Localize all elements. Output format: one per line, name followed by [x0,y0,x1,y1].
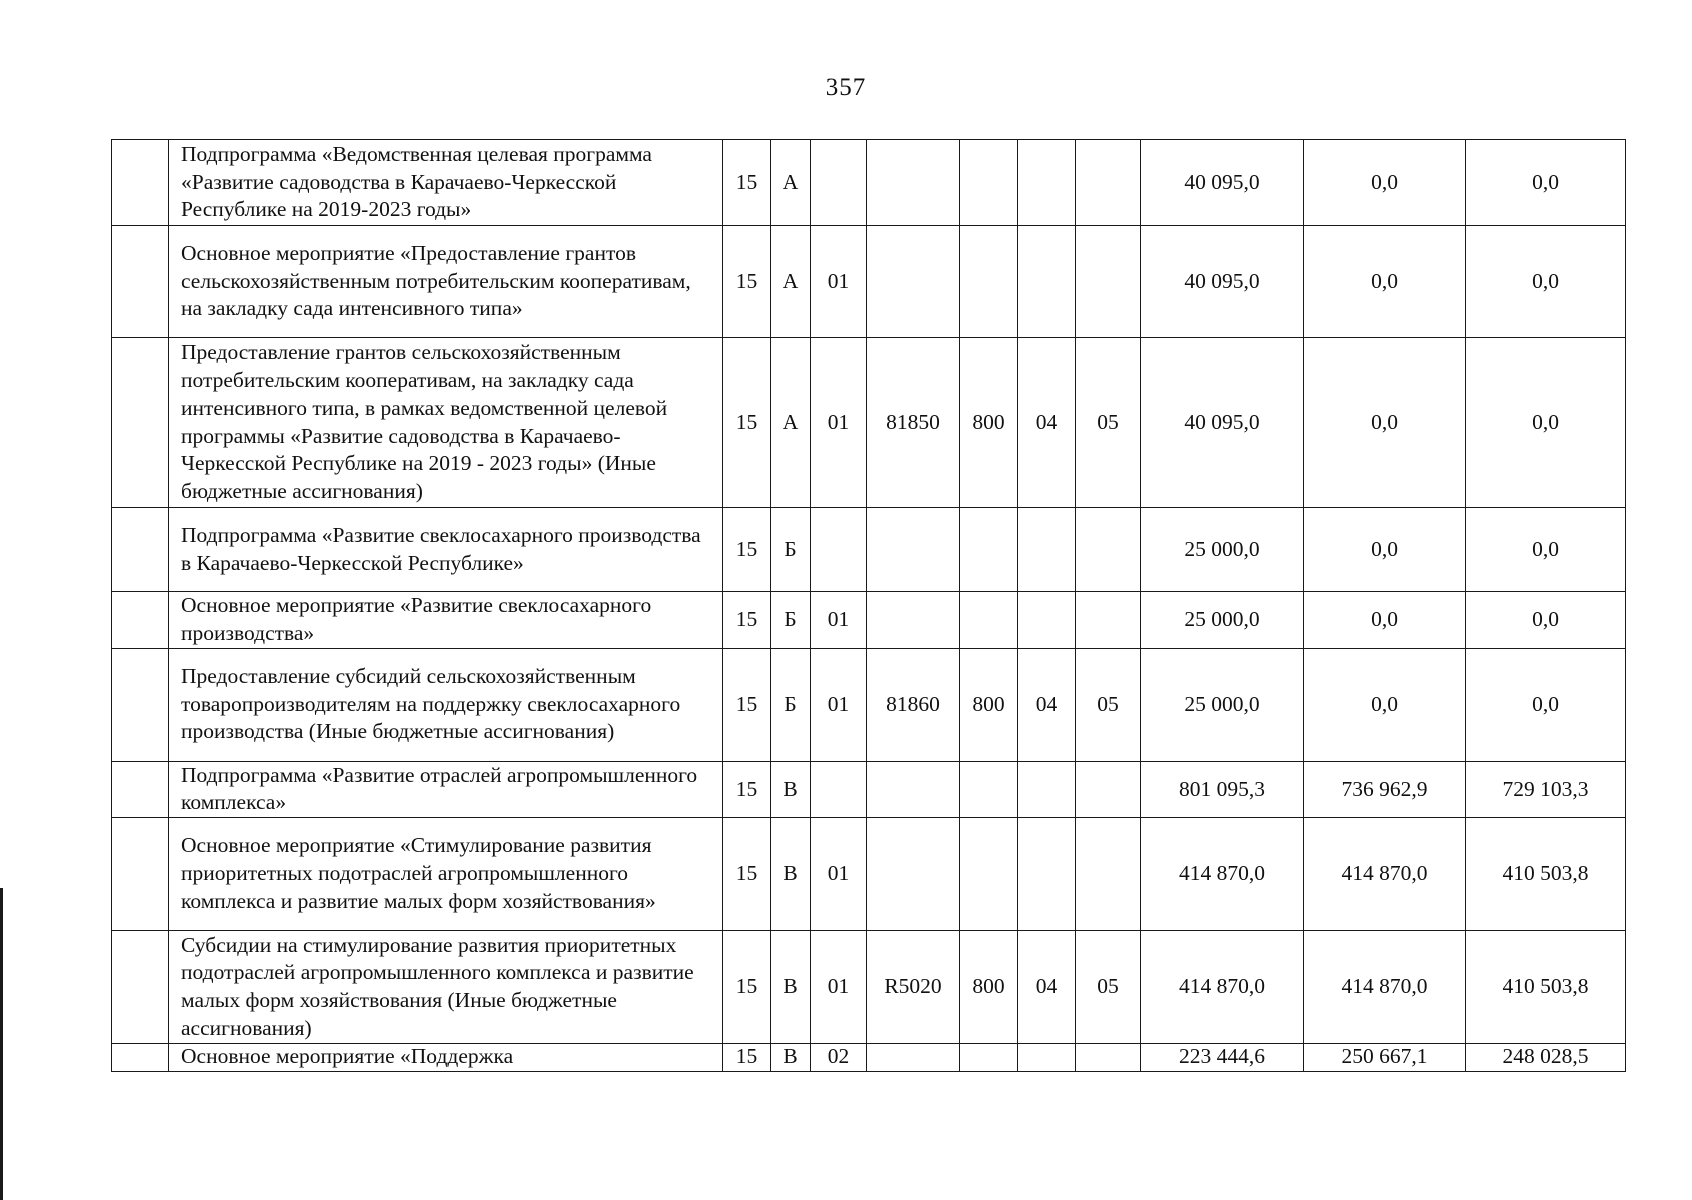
code-event-cell: 02 [811,1044,867,1072]
code-event-cell: 01 [811,648,867,761]
amount-year2-cell: 0,0 [1304,226,1466,338]
amount-year1-cell: 801 095,3 [1141,761,1304,818]
table-row [112,592,1626,649]
code-direction-cell [867,140,960,226]
code-direction-cell [867,226,960,338]
amount-year1-cell: 25 000,0 [1141,508,1304,592]
code-direction-cell: R5020 [867,931,960,1044]
code-section-cell: 04 [1018,931,1076,1044]
code-section-cell [1018,1044,1076,1072]
code-program-cell: Б [771,648,811,761]
amount-year2-cell: 736 962,9 [1304,761,1466,818]
amount-year3-cell: 0,0 [1466,226,1626,338]
code-ministry-cell: 15 [723,592,771,649]
code-section-cell [1018,592,1076,649]
code-program-cell: А [771,226,811,338]
item-name-cell: Основное мероприятие «Предоставление грантов сельскохозяйственным потребительским кооперативам, на закладку сада интенсивного типа» [169,226,723,338]
table-row [112,818,1626,931]
amount-year3-cell: 0,0 [1466,508,1626,592]
code-program-cell: А [771,140,811,226]
code-subsection-cell [1076,818,1141,931]
code-expense-type-cell [960,592,1018,649]
code-section-cell [1018,140,1076,226]
amount-year3-cell: 0,0 [1466,648,1626,761]
code-expense-type-cell [960,508,1018,592]
amount-year2-cell: 0,0 [1304,338,1466,508]
row-number-cell [112,931,169,1044]
amount-year3-cell: 0,0 [1466,140,1626,226]
amount-year1-cell: 223 444,6 [1141,1044,1304,1072]
amount-year1-cell: 25 000,0 [1141,648,1304,761]
code-program-cell: В [771,1044,811,1072]
code-direction-cell [867,508,960,592]
code-program-cell: В [771,761,811,818]
amount-year2-cell: 0,0 [1304,508,1466,592]
row-number-cell [112,140,169,226]
code-event-cell [811,508,867,592]
code-section-cell: 04 [1018,648,1076,761]
amount-year1-cell: 414 870,0 [1141,931,1304,1044]
code-ministry-cell: 15 [723,508,771,592]
code-event-cell: 01 [811,592,867,649]
row-number-cell [112,226,169,338]
item-name-cell: Основное мероприятие «Поддержка [169,1044,723,1072]
item-name-cell: Субсидии на стимулирование развития приоритетных подотраслей агропромышленного комплекса и развитие малых форм хозяйствования (Иные бюджетные ассигнования) [169,931,723,1044]
budget-table [111,139,1626,1072]
table-row [112,1044,1626,1072]
code-expense-type-cell [960,818,1018,931]
code-section-cell [1018,761,1076,818]
code-expense-type-cell [960,226,1018,338]
code-section-cell [1018,226,1076,338]
code-ministry-cell: 15 [723,226,771,338]
table-row [112,226,1626,338]
amount-year2-cell: 414 870,0 [1304,818,1466,931]
amount-year3-cell: 248 028,5 [1466,1044,1626,1072]
item-name-cell: Предоставление грантов сельскохозяйственным потребительским кооперативам, на закладку сада интенсивного типа, в рамках ведомственной целевой программы «Развитие садоводства в Карачаево-Черкесской Республике на 2019 - 2023 годы» (Иные бюджетные ассигнования) [169,338,723,508]
code-direction-cell [867,592,960,649]
code-expense-type-cell: 800 [960,931,1018,1044]
code-expense-type-cell [960,1044,1018,1072]
code-ministry-cell: 15 [723,818,771,931]
amount-year1-cell: 40 095,0 [1141,140,1304,226]
code-subsection-cell [1076,508,1141,592]
item-name-cell: Подпрограмма «Развитие отраслей агропромышленного комплекса» [169,761,723,818]
table-row [112,140,1626,226]
amount-year2-cell: 0,0 [1304,592,1466,649]
code-program-cell: В [771,931,811,1044]
amount-year3-cell: 729 103,3 [1466,761,1626,818]
code-event-cell: 01 [811,931,867,1044]
code-event-cell [811,140,867,226]
table-row [112,761,1626,818]
row-number-cell [112,338,169,508]
code-program-cell: Б [771,508,811,592]
page-number: 357 [825,74,867,101]
code-program-cell: В [771,818,811,931]
amount-year1-cell: 40 095,0 [1141,226,1304,338]
code-subsection-cell: 05 [1076,338,1141,508]
code-subsection-cell [1076,592,1141,649]
amount-year1-cell: 25 000,0 [1141,592,1304,649]
row-number-cell [112,818,169,931]
code-subsection-cell: 05 [1076,931,1141,1044]
code-subsection-cell [1076,761,1141,818]
code-ministry-cell: 15 [723,338,771,508]
code-ministry-cell: 15 [723,140,771,226]
table-row [112,508,1626,592]
table-row [112,931,1626,1044]
code-ministry-cell: 15 [723,761,771,818]
amount-year2-cell: 250 667,1 [1304,1044,1466,1072]
code-ministry-cell: 15 [723,1044,771,1072]
code-expense-type-cell [960,761,1018,818]
row-number-cell [112,1044,169,1072]
amount-year2-cell: 0,0 [1304,140,1466,226]
row-number-cell [112,508,169,592]
code-section-cell: 04 [1018,338,1076,508]
table-row [112,648,1626,761]
code-direction-cell [867,761,960,818]
amount-year3-cell: 410 503,8 [1466,818,1626,931]
code-event-cell [811,761,867,818]
code-section-cell [1018,818,1076,931]
row-number-cell [112,648,169,761]
code-event-cell: 01 [811,818,867,931]
code-expense-type-cell: 800 [960,338,1018,508]
amount-year3-cell: 0,0 [1466,338,1626,508]
code-subsection-cell [1076,1044,1141,1072]
code-direction-cell [867,1044,960,1072]
amount-year2-cell: 0,0 [1304,648,1466,761]
code-event-cell: 01 [811,226,867,338]
binding-edge-line [0,888,3,1200]
code-direction-cell: 81850 [867,338,960,508]
item-name-cell: Подпрограмма «Развитие свеклосахарного производства в Карачаево-Черкесской Республике» [169,508,723,592]
item-name-cell: Основное мероприятие «Развитие свеклосахарного производства» [169,592,723,649]
code-ministry-cell: 15 [723,931,771,1044]
amount-year3-cell: 0,0 [1466,592,1626,649]
item-name-cell: Предоставление субсидий сельскохозяйственным товаропроизводителям на поддержку свеклосахарного производства (Иные бюджетные ассигнования) [169,648,723,761]
code-program-cell: Б [771,592,811,649]
code-program-cell: А [771,338,811,508]
row-number-cell [112,761,169,818]
code-subsection-cell [1076,140,1141,226]
code-subsection-cell [1076,226,1141,338]
amount-year2-cell: 414 870,0 [1304,931,1466,1044]
code-section-cell [1018,508,1076,592]
code-event-cell: 01 [811,338,867,508]
item-name-cell: Основное мероприятие «Стимулирование развития приоритетных подотраслей агропромышленного комплекса и развитие малых форм хозяйствования» [169,818,723,931]
item-name-cell: Подпрограмма «Ведомственная целевая программа «Развитие садоводства в Карачаево-Черкесской Республике на 2019-2023 годы» [169,140,723,226]
amount-year1-cell: 414 870,0 [1141,818,1304,931]
code-ministry-cell: 15 [723,648,771,761]
code-expense-type-cell: 800 [960,648,1018,761]
amount-year3-cell: 410 503,8 [1466,931,1626,1044]
code-subsection-cell: 05 [1076,648,1141,761]
row-number-cell [112,592,169,649]
table-row [112,338,1626,508]
amount-year1-cell: 40 095,0 [1141,338,1304,508]
code-expense-type-cell [960,140,1018,226]
code-direction-cell: 81860 [867,648,960,761]
code-direction-cell [867,818,960,931]
